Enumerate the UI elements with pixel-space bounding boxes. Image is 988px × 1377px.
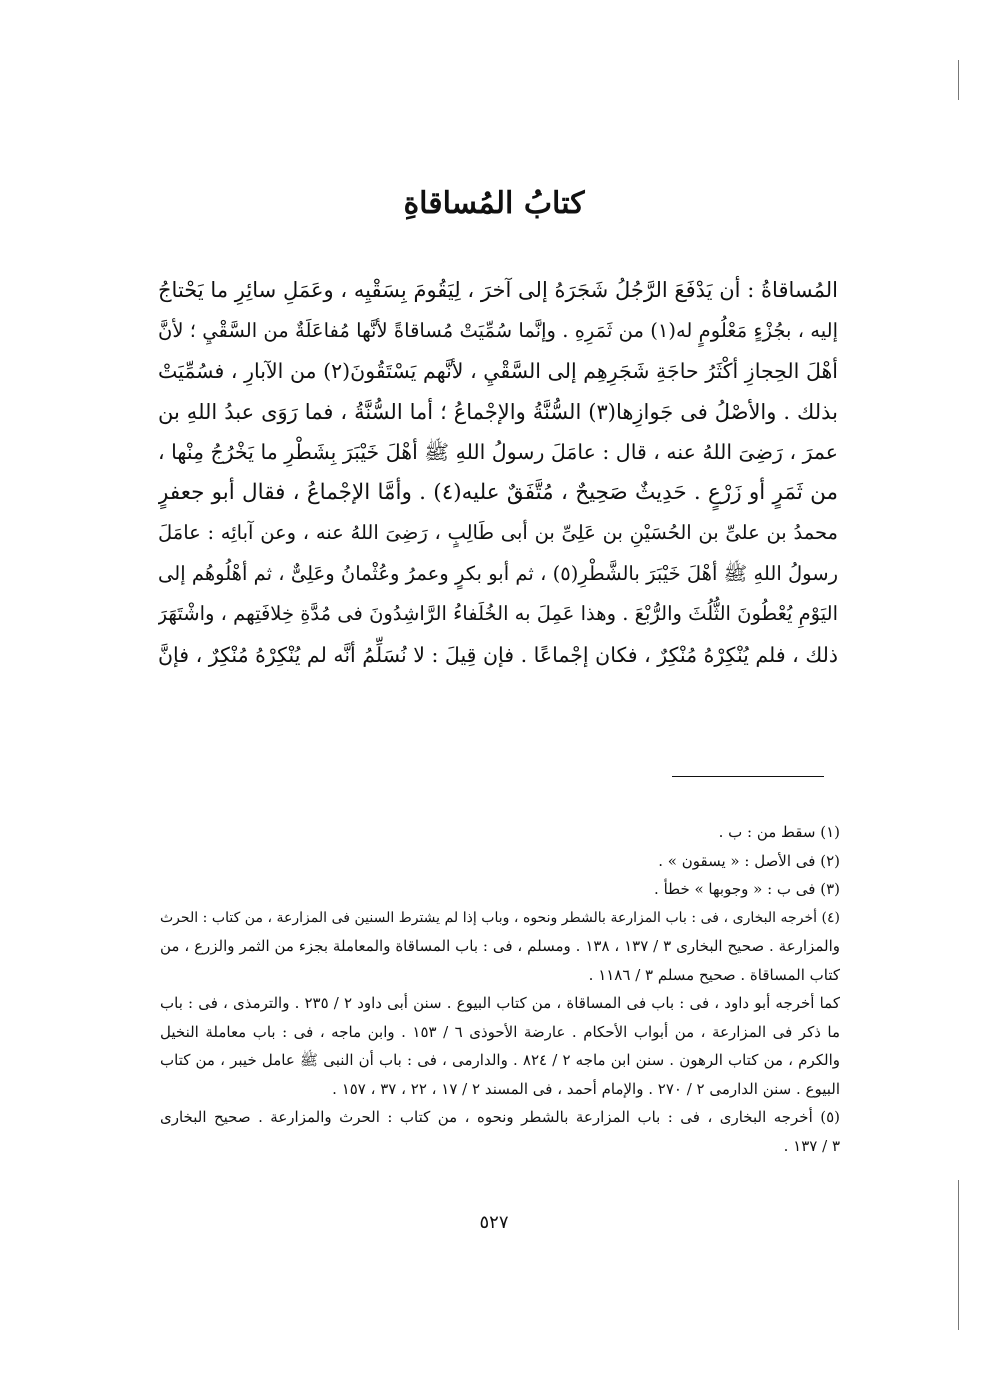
body-line: ذلك ، فلم يُنْكِرْهُ مُنْكِرٌ ، فكان إجْماعًا . فإن قِيلَ : لا نُسَلِّمُ أنَّه لم يُنْكِرْهُ مُنْكِرٌ ، فإنَّ [158, 642, 838, 667]
footnote-line: والمزارعة . صحيح البخارى ٣ / ١٣٧ ، ١٣٨ . ومسلم ، فى : باب المساقاة والمعاملة بجزء من الثمر والزرع ، من [160, 937, 840, 955]
body-line: اليَوْمِ يُعْطُونَ الثُّلُثَ والرُّبْعَ . وهذا عَمِلَ به الخُلَفاءُ الرَّاشِدُونَ فى مُدَّةِ خِلافَتِهم ، واشْتَهَرَ [158, 602, 838, 625]
footnote-line: (١) سقط من : ب . [718, 823, 840, 841]
body-line: المُساقاةُ : أن يَدْفَعَ الرَّجُلُ شَجَرَهُ إلى آخرَ ، لِيَقُومَ بِسَقْيِه ، وعَمَلِ سائِرِ ما يَحْتاجُ [158, 278, 838, 302]
footnote-line: (٢) فى الأصل : « يسقون » . [658, 851, 840, 870]
footnote-line: (٤) أخرجه البخارى ، فى : باب المزارعة بالشطر ونحوه ، وباب إذا لم يشترط السنين فى المزارعة ، من كتاب : الحرث [160, 909, 840, 926]
footnote-line: (٥) أخرجه البخارى ، فى : باب المزارعة بالشطر ونحوه ، من كتاب : الحرث والمزارعة . صحيح البخارى [160, 1108, 840, 1126]
footnote-line: كما أخرجه أبو داود ، فى : باب فى المساقاة ، من كتاب البيوع . سنن أبى داود ٢ / ٢٣٥ . والترمذى ، فى : باب [160, 994, 840, 1012]
footnote-line: ٣ / ١٣٧ . [783, 1136, 840, 1155]
footnote-line: كتاب المساقاة . صحيح مسلم ٣ / ١١٨٦ . [588, 965, 840, 984]
scan-edge-mark [958, 1180, 959, 1330]
body-line: إليه ، بجُزْءٍ مَعْلُومٍ له(١) من ثَمَرِهِ . وإنَّما سُمِّيَتْ مُساقاةً لأنَّها مُفاعَلَةٌ من السَّقْيِ ؛ لأنَّ [158, 318, 838, 342]
scan-edge-mark [958, 60, 959, 100]
body-line: رسولُ اللهِ ﷺ أهْلَ خَيْبَرَ بالشَّطْرِ(٥) ، ثم أبو بكرٍ وعمرُ وعُثْمانُ وعَلِىٌّ ، ثم أهْلُوهُم إلى [158, 561, 838, 585]
footnotes [160, 818, 840, 1160]
footnote-line: (٣) فى ب : « وجوبها » خطأ . [654, 880, 840, 898]
body-line: محمدُ بن علىِّ بن الحُسَيْنِ بن عَلِىِّ بن أبى طَالِبٍ ، رَضِىَ اللهُ عنه ، وعن آبائِه : عامَلَ [158, 521, 838, 544]
body-line: بذلك . والأصْلُ فى جَوازِها(٣) السُّنَّةُ والإجْماعُ ؛ أما السُّنَّةُ ، فما رَوَى عبدُ اللهِ بن [158, 399, 838, 424]
body-line: من ثَمَرٍ أو زَرْعٍ . حَدِيثٌ صَحِيحٌ ، مُتَّفَقٌ عليه(٤) . وأمَّا الإجْماعُ ، فقال أبو جعفرٍ [158, 479, 838, 505]
page-number: ٥٢٧ [479, 1212, 509, 1233]
footnote-line: ما ذكر فى المزارعة ، من أبواب الأحكام . عارضة الأحوذى ٦ / ١٥٣ . وابن ماجه ، فى : باب معاملة النخيل [160, 1022, 840, 1041]
body-line: أهْلَ الحِجازِ أكْثَرُ حاجَةِ شَجَرِهِم إلى السَّقْيِ ، لأنَّهم يَسْتَقُونَ(٢) من الآبارِ ، فسُمِّيَتْ [158, 359, 838, 383]
chapter-title: كتابُ المُساقاةِ [403, 186, 585, 221]
body-line: عمرَ ، رَضِىَ اللهُ عنه ، قال : عامَلَ رسولُ اللهِ ﷺ أهْلَ خَيْبَرَ بِشَطْرِ ما يَخْرُجُ مِنْها ، [158, 440, 838, 464]
footnote-line: والكرم ، من كتاب الرهون . سنن ابن ماجه ٢ / ٨٢٤ . والدارمى ، فى : باب أن النبى ﷺ عامل خيبر ، من كتاب [160, 1051, 840, 1069]
footnote-separator [672, 776, 824, 777]
body-text [158, 270, 838, 675]
footnote-line: البيوع . سنن الدارمى ٢ / ٢٧٠ . والإمام أحمد ، فى المسند ٢ / ١٧ ، ٢٢ ، ٣٧ ، ١٥٧ . [332, 1079, 840, 1098]
